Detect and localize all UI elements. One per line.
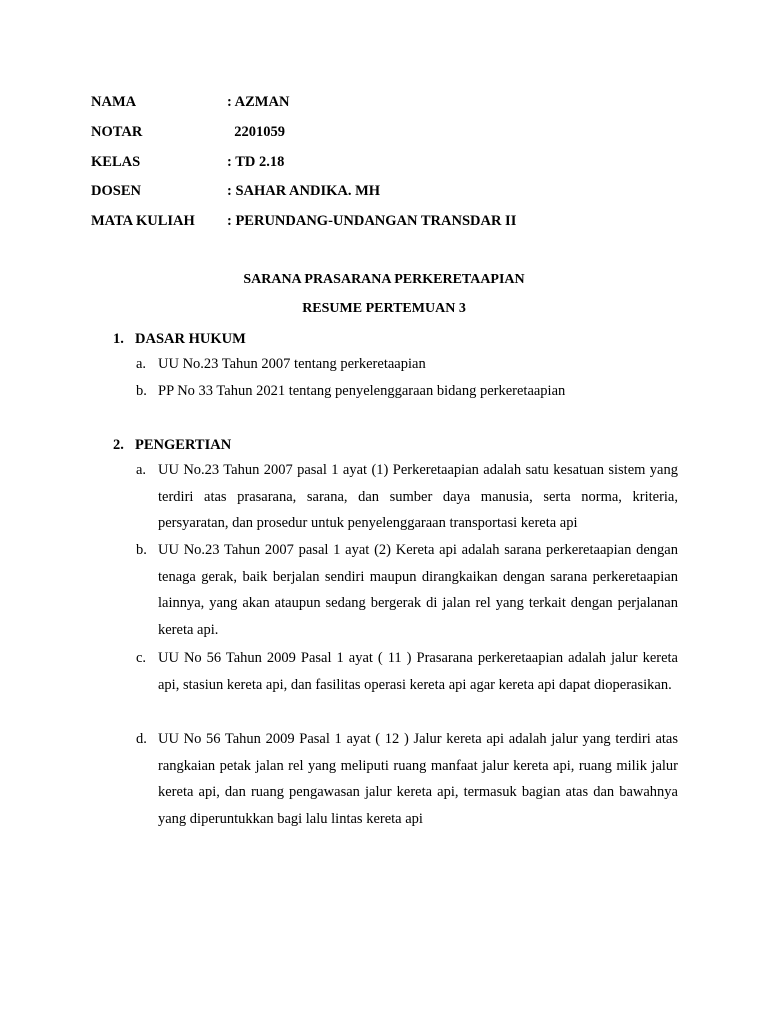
identity-value: : TD 2.18 <box>227 154 285 170</box>
identity-label: DOSEN <box>91 183 141 199</box>
list-item-letter: c. <box>136 650 147 666</box>
list-item-letter: a. <box>136 462 147 478</box>
list-item-text: PP No 33 Tahun 2021 tentang penyelenggaraan bidang perkeretaapian <box>158 383 566 399</box>
list-item-text: UU No.23 Tahun 2007 pasal 1 ayat (1) Perkeretaapian adalah satu kesatuan sistem yang terdiri atas prasarana, sarana, dan sumber daya manusia, serta norma, kriteria, persyaratan, dan prosedur untuk penyelenggaraan transportasi kereta api <box>158 462 678 532</box>
list-item <box>136 351 678 378</box>
identity-value: : AZMAN <box>227 94 290 110</box>
list-item-letter: d. <box>136 731 147 747</box>
identity-value: : PERUNDANG-UNDANGAN TRANSDAR II <box>227 213 517 229</box>
list-item <box>136 457 678 537</box>
document-title: SARANA PRASARANA PERKERETAAPIAN <box>243 272 525 287</box>
list-item <box>136 726 678 833</box>
list-item-text: UU No.23 Tahun 2007 tentang perkeretaapian <box>158 356 426 372</box>
list-item <box>136 537 678 644</box>
identity-label: NAMA <box>91 94 137 110</box>
identity-value: : SAHAR ANDIKA. MH <box>227 183 381 199</box>
section-heading-text: DASAR HUKUM <box>135 331 246 347</box>
section-heading-text: PENGERTIAN <box>135 437 232 453</box>
list-item-letter: b. <box>136 542 147 558</box>
list-item <box>136 378 678 405</box>
identity-value: 2201059 <box>227 124 285 140</box>
document-subtitle: RESUME PERTEMUAN 3 <box>302 301 466 316</box>
identity-label: MATA KULIAH <box>91 213 195 229</box>
identity-label: NOTAR <box>91 124 143 140</box>
section-number: 1. <box>113 331 124 347</box>
identity-label: KELAS <box>91 154 141 170</box>
list-item-text: UU No 56 Tahun 2009 Pasal 1 ayat ( 11 ) Prasarana perkeretaapian adalah jalur kereta api, stasiun kereta api, dan fasilitas operasi kereta api agar kereta api dapat dioperasikan. <box>158 650 678 693</box>
list-item-letter: a. <box>136 356 147 372</box>
section-number: 2. <box>113 437 124 453</box>
list-item-letter: b. <box>136 383 147 399</box>
list-item-text: UU No.23 Tahun 2007 pasal 1 ayat (2) Kereta api adalah sarana perkeretaapian dengan tenaga gerak, baik berjalan sendiri maupun dirangkaikan dengan sarana perkeretaapian lainnya, yang akan ataupun sedang bergerak di jalan rel yang terkait dengan perjalanan kereta api. <box>158 542 678 639</box>
list-item-text: UU No 56 Tahun 2009 Pasal 1 ayat ( 12 ) Jalur kereta api adalah jalur yang terdiri atas rangkaian petak jalan rel yang meliputi ruang manfaat jalur kereta api, ruang milik jalur kereta api, dan ruang pengawasan jalur kereta api, termasuk bagian atas dan bawahnya yang diperuntukkan bagi lalu lintas kereta api <box>158 731 678 828</box>
list-item <box>136 645 678 698</box>
